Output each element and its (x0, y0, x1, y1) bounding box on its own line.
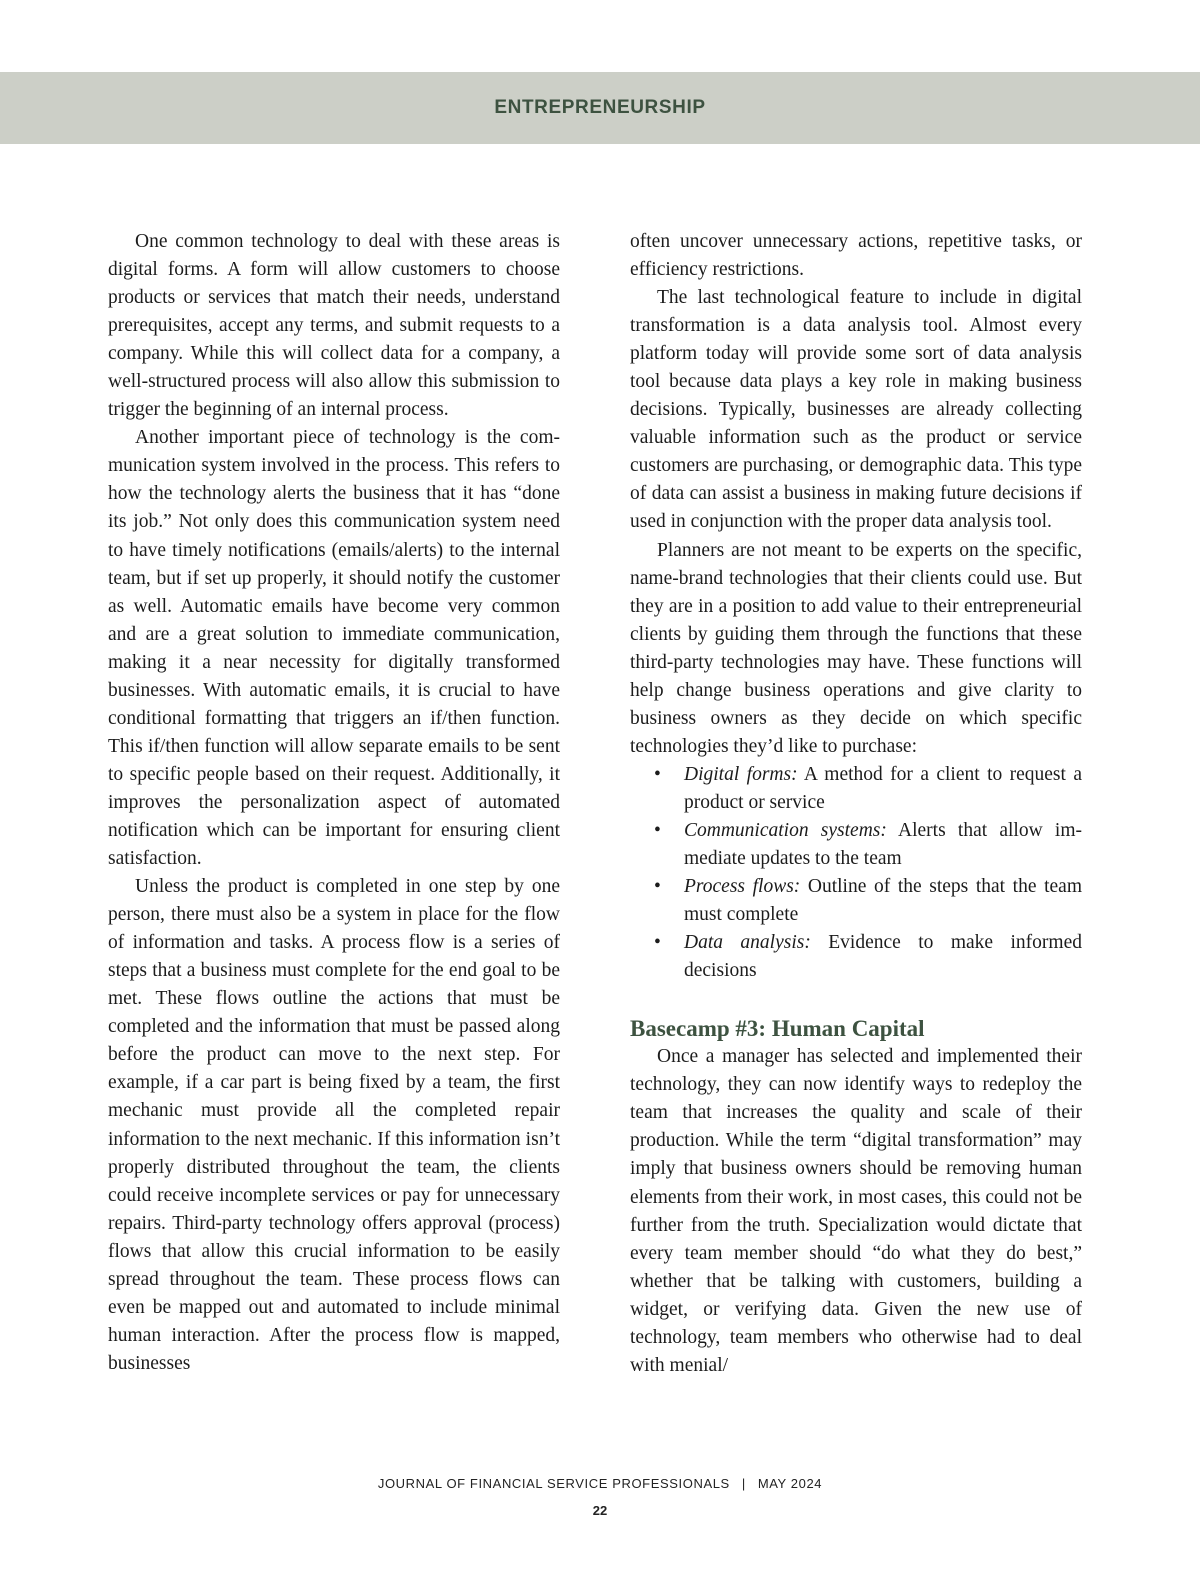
body-paragraph: often uncover unnecessary actions, repetitive tasks, or efficiency restrictions. (630, 231, 1082, 281)
body-paragraph: Another important piece of technology is the communication system involved in the process. This refers to how the technology alerts the business that it has “done its job.” Not only does this communication system need to have timely notifications (emails/alerts) to the internal team, but if set up properly, it should notify the customer as well. Automatic emails have become very common and are a great solution to immediate communication, making it a near necessity for digitally transformed businesses. With automatic emails, it is crucial to have conditional formatting that triggers an if/then function. This if/then function will allow separate emails to be sent to specific people based on their request. Additionally, it improves the personalization aspect of automated notification which can be important for ensuring client satisfaction. (108, 427, 560, 870)
section-banner (0, 72, 1200, 144)
technology-list (630, 761, 1082, 985)
body-paragraph: One common technology to deal with these areas is digital forms. A form will allow customers to choose products or services that match their needs, understand prerequisites, accept any terms, and submit requests to a company. While this will collect data for a company, a well-structured process will also allow this submission to trigger the beginning of an internal process. (108, 231, 560, 421)
list-item-desc: Alerts that allow immediate updates to the team (684, 819, 1082, 870)
page-number: 22 (592, 1503, 608, 1518)
list-item (684, 929, 1082, 985)
journal-name: JOURNAL OF FINANCIAL SERVICE PROFESSIONALS (377, 1476, 730, 1491)
issue-date: MAY 2024 (757, 1476, 823, 1491)
list-item-term: Communication systems: (684, 819, 887, 841)
list-item-term: Process flows: (684, 876, 801, 898)
list-item-term: Digital forms: (684, 763, 798, 785)
list-item-desc: A method for a client to request a product or service (684, 763, 1082, 813)
right-column (630, 228, 1082, 1380)
footer (0, 1476, 1200, 1491)
section-heading: Basecamp #3: Human Capital (630, 1016, 925, 1042)
body-paragraph: The last technological feature to include in digital transformation is a data analysis tool. Almost every platform today will provide some sort of data analysis tool because data plays a key role in making business decisions. Typically, businesses are already collecting valuable information such as the product or service customers are purchasing, or demographic data. This type of data can assist a business in making future decisions if used in conjunction with the proper data analysis tool. (630, 287, 1082, 533)
body-paragraph: Once a manager has selected and implemented their technology, they can now identify ways to redeploy the team that increases the quality and scale of their production. While the term “digital transformation” may imply that business owners should be removing human elements from their work, in most cases, this could not be further from the truth. Specialization would dictate that every team member should “do what they do best,” whether that be talking with customers, building a widget, or verifying data. Given the new use of technology, team members who otherwise had to deal with menial/ (630, 1046, 1082, 1376)
list-item-desc: Outline of the steps that the team must complete (684, 876, 1082, 926)
section-title: ENTREPRENEURSHIP (494, 97, 706, 118)
body-paragraph: Planners are not meant to be experts on the specific, name-brand technologies that their clients could use. But they are in a position to add value to their entrepreneurial clients by guiding them through the functions that these third-party technologies may have. These functions will help change business operations and give clarity to business owners as they decide on which specific technologies they’d like to purchase: (630, 539, 1082, 757)
body-paragraph: Unless the product is completed in one step by one person, there must also be a system in place for the flow of information and tasks. A process flow is a series of steps that a business must complete for the end goal to be met. These flows outline the actions that must be completed and the information that must be passed along before the product can move to the next step. For example, if a car part is being fixed by a team, the first mechanic must provide all the completed repair information to the next mechanic. If this information isn’t properly distributed throughout the team, the clients could receive incomplete services or pay for unnecessary repairs. Third-party technology offers approval (process) flows that allow this crucial information to be easily spread throughout the team. These process flows can even be mapped out and automated to include minimal human interaction. After the process flow is mapped, businesses (108, 876, 560, 1374)
footer-separator: | (741, 1476, 746, 1491)
list-item-desc: Evidence to make informed decisions (684, 932, 1082, 982)
list-item (684, 873, 1082, 929)
list-item-term: Data analysis: (684, 932, 811, 954)
left-column (108, 228, 560, 1378)
list-item (684, 817, 1082, 873)
list-item (684, 761, 1082, 817)
